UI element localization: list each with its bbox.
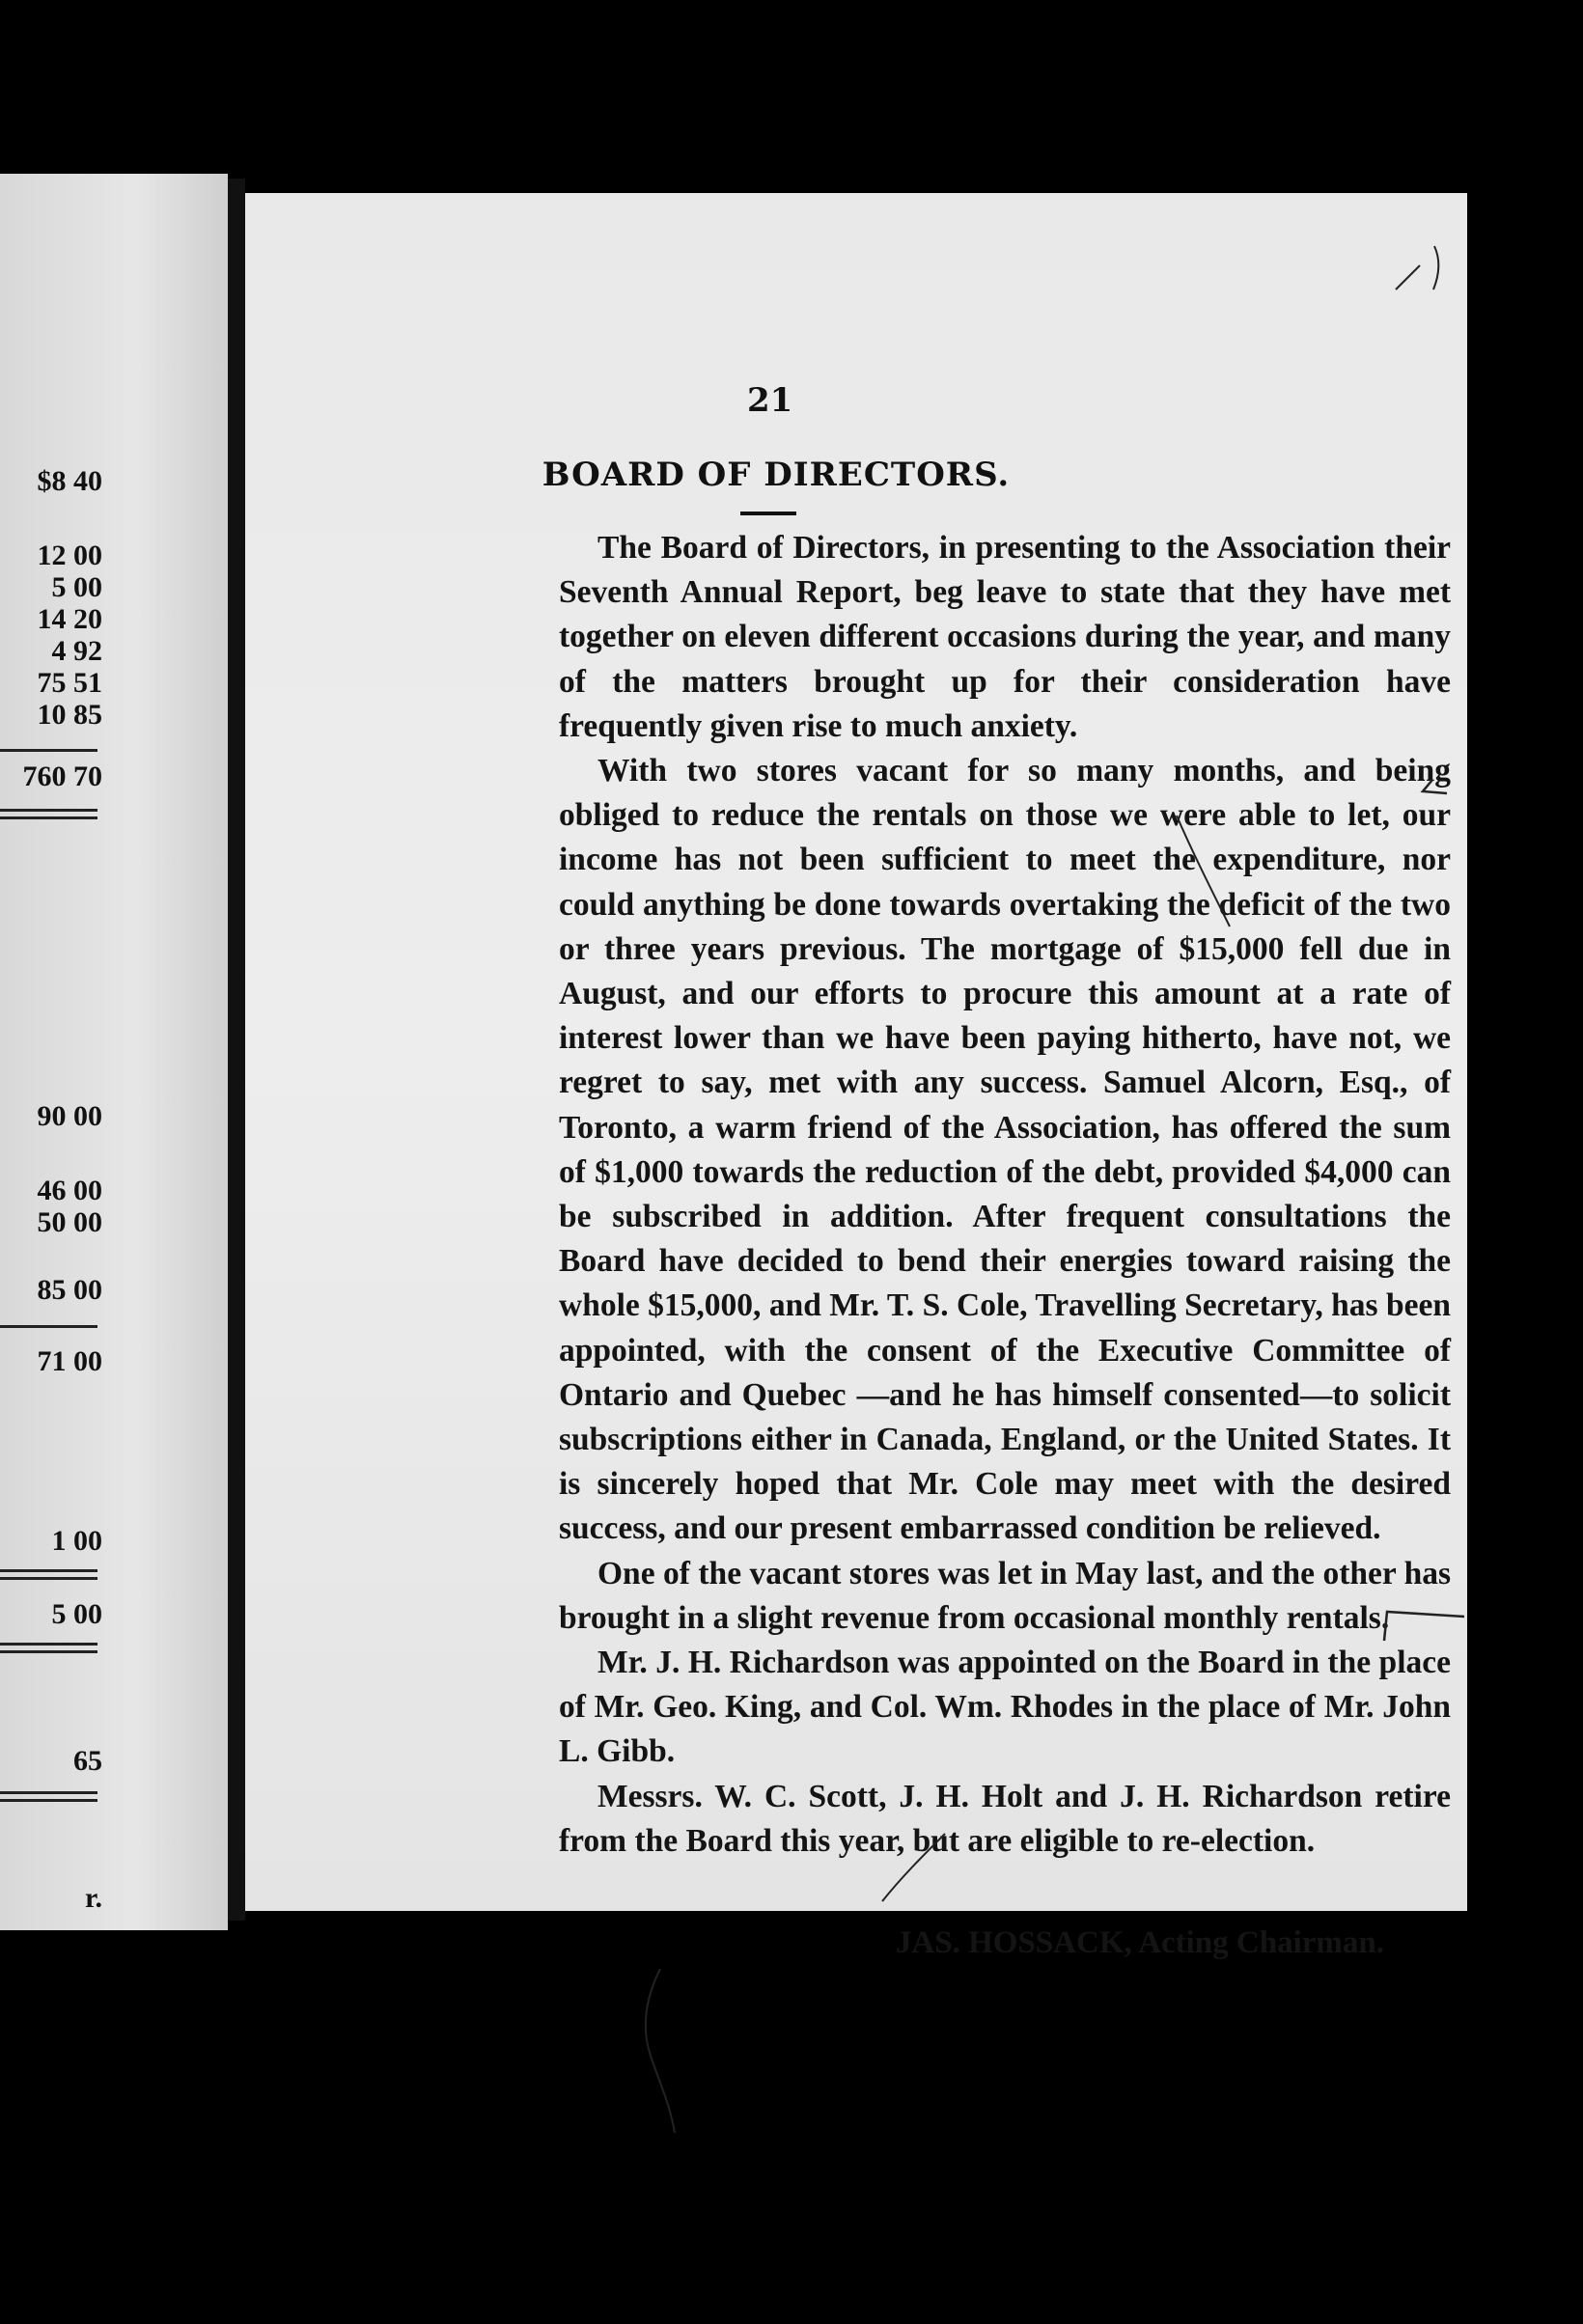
left-amount: 4 92 <box>51 635 102 667</box>
paragraph: With two stores vacant for so many months, and being obliged to reduce the rentals on those we were able to let, our income has not been sufficient to meet the expenditure, nor could anything be done towards overtaking the deficit of the two or three years previous. The mortgage of $15,000 fell due in August, and our efforts to procure this amount at a rate of interest lower than we have been paying hitherto, have not, we regret to say, met with any success. Samuel Alcorn, Esq., of Toronto, a warm friend of the Association, has offered the sum of $1,000 towards the reduction of the debt, provided $4,000 can be subscribed in addition. After frequent consultations the Board have decided to bend their energies toward raising the whole $15,000, and Mr. T. S. Cole, Travelling Secretary, has been appointed, with the consent of the Executive Committee of Ontario and Quebec —and he has himself consented—to solicit subscriptions either in Canada, England, or the United States. It is sincerely hoped that Mr. Cole may meet with the desired success, and our present embarrassed condition be relieved. <box>559 753 1451 1547</box>
left-amount: 760 70 <box>22 761 102 792</box>
paragraph: The Board of Directors, in presenting to the Association their Seventh Annual Report, beg leave to state that they have met together on eleven different occasions during the year, and many of the matters brought up for their consideration have frequently given rise to much anxiety. <box>559 530 1451 744</box>
left-amount: 5 00 <box>51 1598 102 1630</box>
sum-rule <box>0 749 97 752</box>
report-page <box>245 193 1467 1960</box>
heading-rule <box>740 512 796 515</box>
left-amount: 12 00 <box>37 540 102 571</box>
pen-mark <box>873 1824 959 1911</box>
left-amount: 5 00 <box>51 571 102 603</box>
sum-rule <box>0 1325 97 1328</box>
signature-line: JAS. HOSSACK, Acting Chairman. <box>895 1925 1384 1960</box>
total-rule <box>0 809 97 812</box>
total-rule <box>0 1791 97 1794</box>
left-amount: 14 20 <box>37 603 102 635</box>
total-rule <box>0 816 97 819</box>
left-amount: 1 00 <box>51 1525 102 1557</box>
total-rule <box>0 1799 97 1802</box>
left-amount: 75 51 <box>37 667 102 699</box>
paragraph: Mr. J. H. Richardson was appointed on the Board in the place of Mr. Geo. King, and Col. Wm. Rhodes in the place of Mr. John L. Gibb. <box>559 1645 1451 1770</box>
left-amount: r. <box>84 1882 102 1914</box>
left-amount: 10 85 <box>37 699 102 731</box>
left-amount: 71 00 <box>37 1345 102 1377</box>
book-gutter <box>228 179 245 1921</box>
paragraph: One of the vacant stores was let in May last, and the other has brought in a slight revenue from occasional monthly rentals. <box>559 1555 1451 1636</box>
pen-mark <box>1391 241 1468 299</box>
left-amount: 85 00 <box>37 1274 102 1306</box>
total-rule <box>0 1650 97 1653</box>
total-rule <box>0 1577 97 1580</box>
report-body <box>559 526 1451 1864</box>
left-amount: $8 40 <box>37 465 102 497</box>
section-heading: BOARD OF DIRECTORS. <box>542 456 1011 494</box>
left-amount: 50 00 <box>37 1206 102 1238</box>
pen-mark <box>1172 811 1239 936</box>
total-rule <box>0 1569 97 1572</box>
pen-mark <box>1379 1607 1467 1646</box>
page-number: 21 <box>747 381 793 420</box>
pen-mark <box>1413 772 1461 811</box>
left-amount: 65 <box>73 1745 102 1777</box>
left-amount: 46 00 <box>37 1175 102 1206</box>
total-rule <box>0 1643 97 1646</box>
paragraph: Messrs. W. C. Scott, J. H. Holt and J. H. Richardson retire from the Board this year, but are eligible to re-election. <box>559 1778 1451 1859</box>
left-amount: 90 00 <box>37 1100 102 1132</box>
pen-mark <box>626 1959 704 2152</box>
left-page-fragment <box>0 174 228 1930</box>
